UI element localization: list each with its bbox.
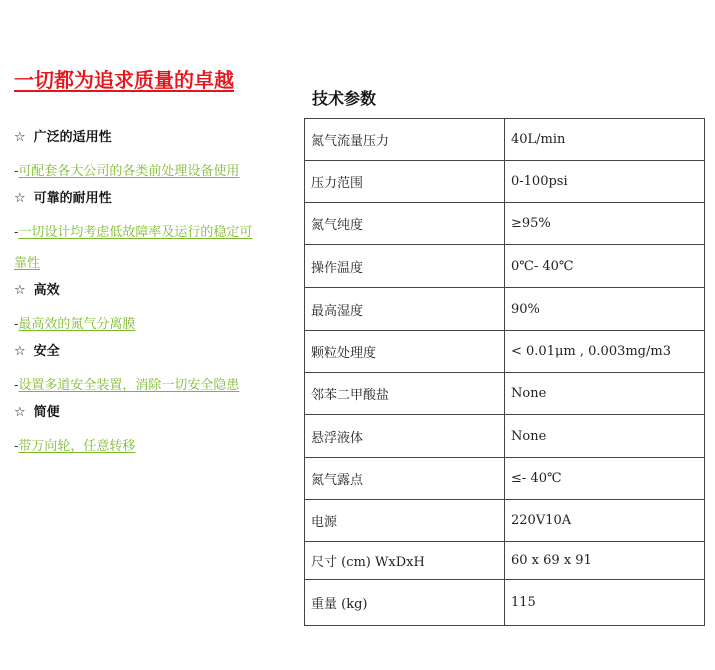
star-icon: ☆ bbox=[14, 130, 26, 145]
feature-dash: - bbox=[14, 439, 19, 454]
feature-link[interactable]: 带万向轮，任意转移 bbox=[18, 439, 136, 454]
feature-description bbox=[14, 370, 264, 401]
feature-title-text: 可靠的耐用性 bbox=[33, 191, 112, 206]
star-icon: ☆ bbox=[14, 405, 26, 420]
spec-value: 60 x 69 x 91 bbox=[505, 542, 705, 580]
spec-value: 40L/min bbox=[505, 119, 705, 161]
feature-title bbox=[14, 344, 264, 360]
spec-value: 220V10A bbox=[505, 500, 705, 542]
feature-title-text: 高效 bbox=[33, 283, 60, 298]
spec-key: 重量 (kg) bbox=[305, 580, 505, 626]
feature-dash: - bbox=[14, 317, 19, 332]
spec-value: 0-100psi bbox=[505, 161, 705, 203]
spec-value: 115 bbox=[505, 580, 705, 626]
feature-description bbox=[14, 156, 264, 187]
table-row bbox=[305, 415, 705, 458]
feature-list bbox=[14, 130, 264, 466]
spec-key: 颗粒处理度 bbox=[305, 331, 505, 373]
spec-value: ≤- 40℃ bbox=[505, 458, 705, 500]
table-row bbox=[305, 331, 705, 373]
feature-title bbox=[14, 130, 264, 146]
table-row bbox=[305, 161, 705, 203]
spec-key: 氮气流量压力 bbox=[305, 119, 505, 161]
table-row bbox=[305, 458, 705, 500]
spec-key: 最高湿度 bbox=[305, 288, 505, 331]
spec-key: 压力范围 bbox=[305, 161, 505, 203]
spec-value: < 0.01μm , 0.003mg/m3 bbox=[505, 331, 705, 373]
feature-link[interactable]: 最高效的氮气分离膜 bbox=[18, 317, 136, 332]
feature-link[interactable]: 一切设计均考虑低故障率及运行的稳定可靠性 bbox=[14, 225, 253, 271]
feature-item bbox=[14, 283, 264, 340]
feature-item bbox=[14, 191, 264, 279]
feature-dash: - bbox=[14, 225, 19, 240]
feature-link[interactable]: 设置多道安全装置，消除一切安全隐患 bbox=[18, 378, 240, 393]
feature-description bbox=[14, 309, 264, 340]
spec-value: 0℃- 40℃ bbox=[505, 245, 705, 288]
star-icon: ☆ bbox=[14, 283, 26, 298]
feature-title-text: 安全 bbox=[33, 344, 60, 359]
spec-key: 操作温度 bbox=[305, 245, 505, 288]
spec-value: None bbox=[505, 373, 705, 415]
specs-title: 技术参数 bbox=[312, 89, 377, 108]
feature-item bbox=[14, 130, 264, 187]
spec-key: 氮气纯度 bbox=[305, 203, 505, 245]
table-row bbox=[305, 245, 705, 288]
feature-title-text: 广泛的适用性 bbox=[33, 130, 112, 145]
spec-key: 电源 bbox=[305, 500, 505, 542]
feature-title bbox=[14, 405, 264, 421]
spec-value: 90% bbox=[505, 288, 705, 331]
spec-key: 氮气露点 bbox=[305, 458, 505, 500]
star-icon: ☆ bbox=[14, 344, 26, 359]
feature-dash: - bbox=[14, 164, 19, 179]
spec-value: ≥95% bbox=[505, 203, 705, 245]
feature-item bbox=[14, 405, 264, 462]
spec-value: None bbox=[505, 415, 705, 458]
table-row bbox=[305, 542, 705, 580]
page-headline: 一切都为追求质量的卓越 bbox=[14, 68, 234, 92]
feature-dash: - bbox=[14, 378, 19, 393]
spec-key: 悬浮液体 bbox=[305, 415, 505, 458]
feature-description bbox=[14, 431, 264, 462]
feature-item bbox=[14, 344, 264, 401]
table-row bbox=[305, 203, 705, 245]
spec-key: 尺寸 (cm) WxDxH bbox=[305, 542, 505, 580]
specs-table bbox=[304, 118, 705, 626]
table-row bbox=[305, 580, 705, 626]
table-row bbox=[305, 373, 705, 415]
table-row bbox=[305, 288, 705, 331]
star-icon: ☆ bbox=[14, 191, 26, 206]
spec-key: 邻苯二甲酸盐 bbox=[305, 373, 505, 415]
feature-title-text: 简便 bbox=[33, 405, 60, 420]
feature-title bbox=[14, 283, 264, 299]
feature-title bbox=[14, 191, 264, 207]
feature-link[interactable]: 可配套各大公司的各类前处理设备使用 bbox=[18, 164, 240, 179]
feature-description bbox=[14, 217, 264, 279]
table-row bbox=[305, 500, 705, 542]
table-row bbox=[305, 119, 705, 161]
